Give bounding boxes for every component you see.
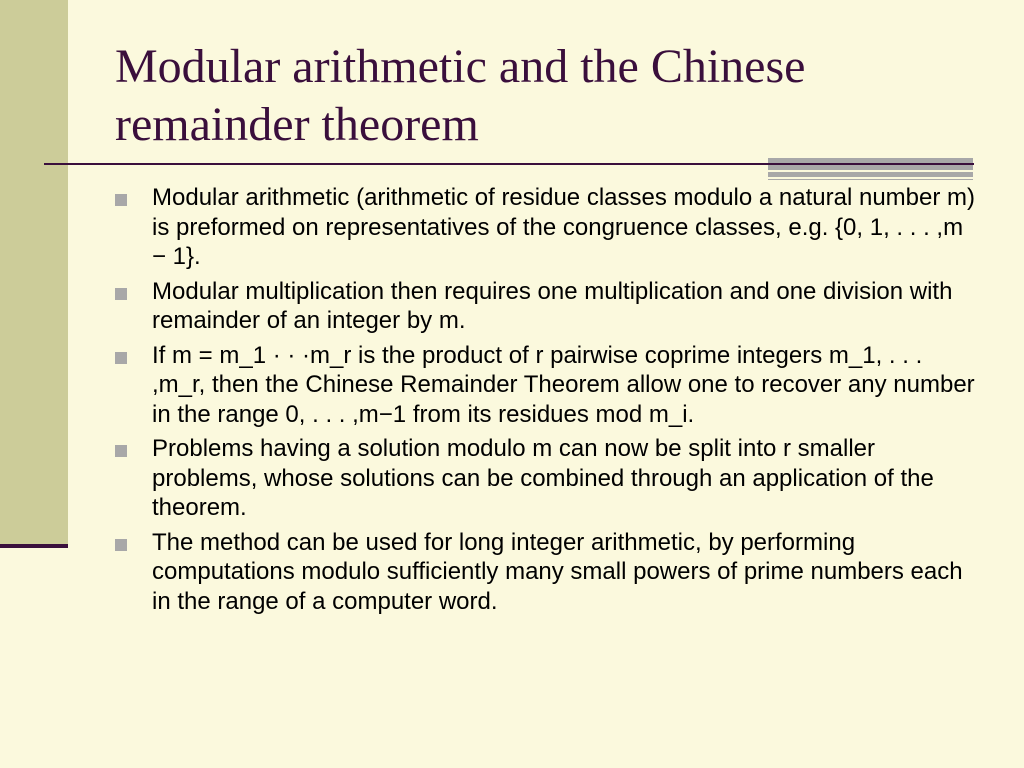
bullet-item xyxy=(115,277,975,336)
bullet-item xyxy=(115,434,975,523)
bullet-item xyxy=(115,528,975,617)
slide-title: Modular arithmetic and the Chinese remainder theorem xyxy=(115,40,806,151)
bullet-text: If m = m_1 · · ·m_r is the product of r pairwise coprime integers m_1, . . . ,m_r, then the Chinese Remainder Theorem allow one to recover any number in the range 0, . . . ,m−1 from its residues mod m_i. xyxy=(152,341,975,428)
square-bullet-icon xyxy=(115,194,127,206)
square-bullet-icon xyxy=(115,288,127,300)
square-bullet-icon xyxy=(115,539,127,551)
left-band xyxy=(0,0,68,548)
bullet-text: Modular arithmetic (arithmetic of residue classes modulo a natural number m) is preformed on representatives of the congruence classes, e.g. {0, 1, . . . ,m − 1}. xyxy=(152,184,975,270)
bullet-list xyxy=(115,183,975,621)
bullet-item xyxy=(115,341,975,430)
bullet-text: Modular multiplication then requires one multiplication and one division with remainder of an integer by m. xyxy=(152,277,953,334)
title-accent-stripes xyxy=(768,158,973,180)
square-bullet-icon xyxy=(115,445,127,457)
bullet-text: The method can be used for long integer arithmetic, by performing computations modulo sufficiently many small powers of prime numbers each in the range of a computer word. xyxy=(152,528,963,615)
square-bullet-icon xyxy=(115,352,127,364)
bullet-item xyxy=(115,183,975,272)
bullet-text: Problems having a solution modulo m can now be split into r smaller problems, whose solutions can be combined through an application of the theorem. xyxy=(152,435,934,521)
left-band-rule xyxy=(0,544,68,548)
